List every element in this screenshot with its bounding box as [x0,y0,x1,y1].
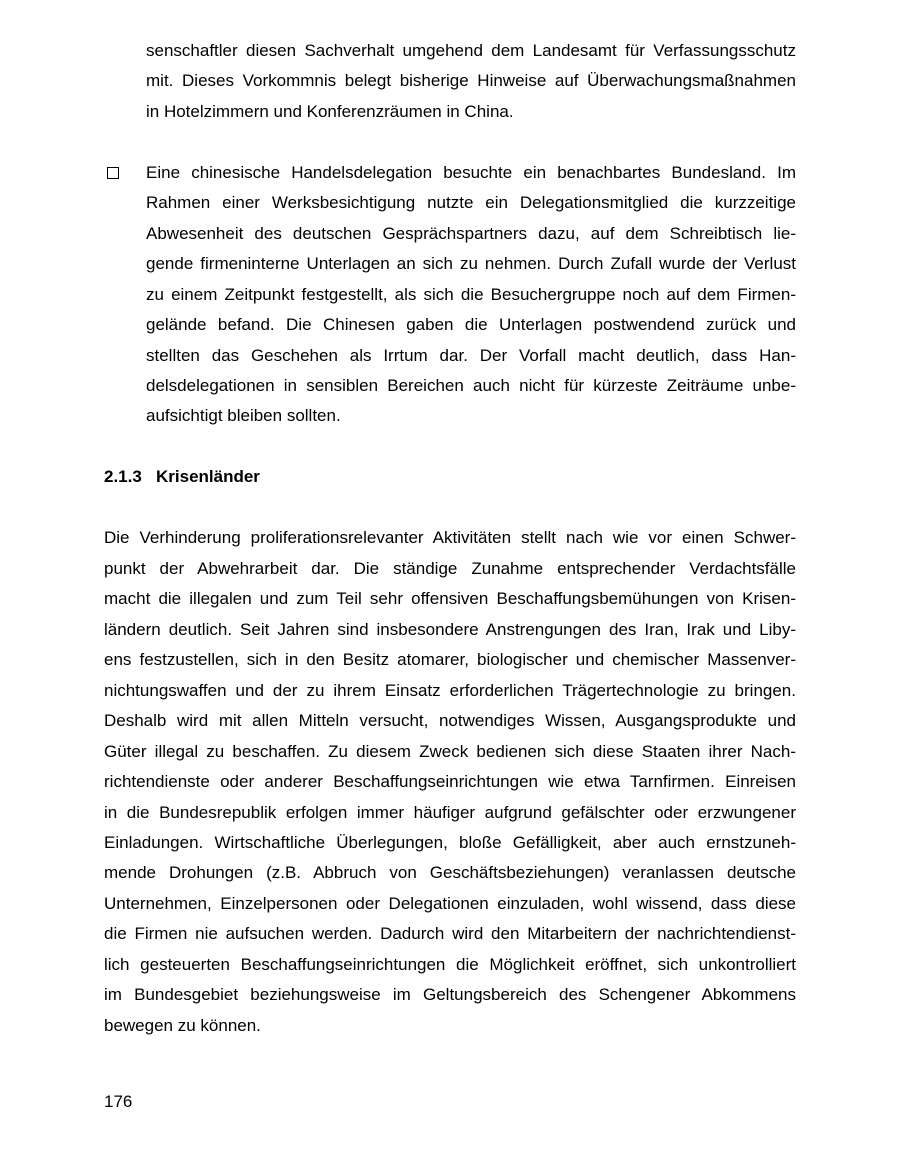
intro-line: mit. Dieses Vorkommnis belegt bisherige Hinweise auf Überwachungsmaßnahmen [146,71,796,90]
body-line: lich gesteuerten Beschaffungseinrichtungen die Möglichkeit eröffnet, sich unkontrolliert [104,955,796,974]
body-line: mende Drohungen (z.B. Abbruch von Geschäftsbeziehungen) veranlassen deutsche [104,863,796,882]
body-line: Güter illegal zu beschaffen. Zu diesem Zweck bedienen sich diese Staaten ihrer Nach- [104,742,796,761]
section-heading [104,467,260,487]
body-line: im Bundesgebiet beziehungsweise im Geltungsbereich des Schengener Abkommens [104,985,796,1004]
body-line: Unternehmen, Einzelpersonen oder Delegationen einzuladen, wohl wissend, dass diese [104,894,796,913]
bullet-line: aufsichtigt bleiben sollten. [146,406,341,425]
bullet-line: Rahmen einer Werksbesichtigung nutzte ein Delegationsmitglied die kurzzeitige [146,193,796,212]
body-line: macht die illegalen und zum Teil sehr offensiven Beschaffungsbemühungen von Krisen- [104,589,796,608]
checkbox-icon [107,167,119,179]
bullet-line: stellten das Geschehen als Irrtum dar. Der Vorfall macht deutlich, dass Han- [146,346,796,365]
body-line: Deshalb wird mit allen Mitteln versucht, notwendiges Wissen, Ausgangsprodukte und [104,711,796,730]
bullet-line: Eine chinesische Handelsdelegation besuchte ein benachbartes Bundesland. Im [146,163,796,182]
bullet-line: zu einem Zeitpunkt festgestellt, als sich die Besuchergruppe noch auf dem Firmen- [146,285,796,304]
bullet-line: gende firmeninterne Unterlagen an sich zu nehmen. Durch Zufall wurde der Verlust [146,254,796,273]
intro-line: in Hotelzimmern und Konferenzräumen in China. [146,102,514,121]
body-line: richtendienste oder anderer Beschaffungseinrichtungen wie etwa Tarnfirmen. Einreisen [104,772,796,791]
body-line: die Firmen nie aufsuchen werden. Dadurch wird den Mitarbeitern der nachrichtendienst- [104,924,796,943]
body-line: Einladungen. Wirtschaftliche Überlegungen, bloße Gefälligkeit, aber auch ernstzuneh- [104,833,796,852]
section-title: Krisenländer [156,467,260,486]
bullet-line: Abwesenheit des deutschen Gesprächspartners dazu, auf dem Schreibtisch lie- [146,224,796,243]
body-line: ens festzustellen, sich in den Besitz atomarer, biologischer und chemischer Massenver- [104,650,796,669]
body-line: bewegen zu können. [104,1016,261,1035]
body-line: ländern deutlich. Seit Jahren sind insbesondere Anstrengungen des Iran, Irak und Liby- [104,620,796,639]
body-line: in die Bundesrepublik erfolgen immer häufiger aufgrund gefälschter oder erzwungener [104,803,796,822]
intro-line: senschaftler diesen Sachverhalt umgehend dem Landesamt für Verfassungsschutz [146,41,796,60]
page-number: 176 [104,1092,133,1111]
bullet-line: gelände befand. Die Chinesen gaben die Unterlagen postwendend zurück und [146,315,796,334]
bullet-line: delsdelegationen in sensiblen Bereichen auch nicht für kürzeste Zeiträume unbe- [146,376,796,395]
body-line: nichtungswaffen und der zu ihrem Einsatz erforderlichen Trägertechnologie zu bringen. [104,681,796,700]
body-line: Die Verhinderung proliferationsrelevanter Aktivitäten stellt nach wie vor einen Schwer- [104,528,796,547]
section-number: 2.1.3 [104,467,142,486]
body-line: punkt der Abwehrarbeit dar. Die ständige Zunahme entsprechender Verdachtsfälle [104,559,796,578]
